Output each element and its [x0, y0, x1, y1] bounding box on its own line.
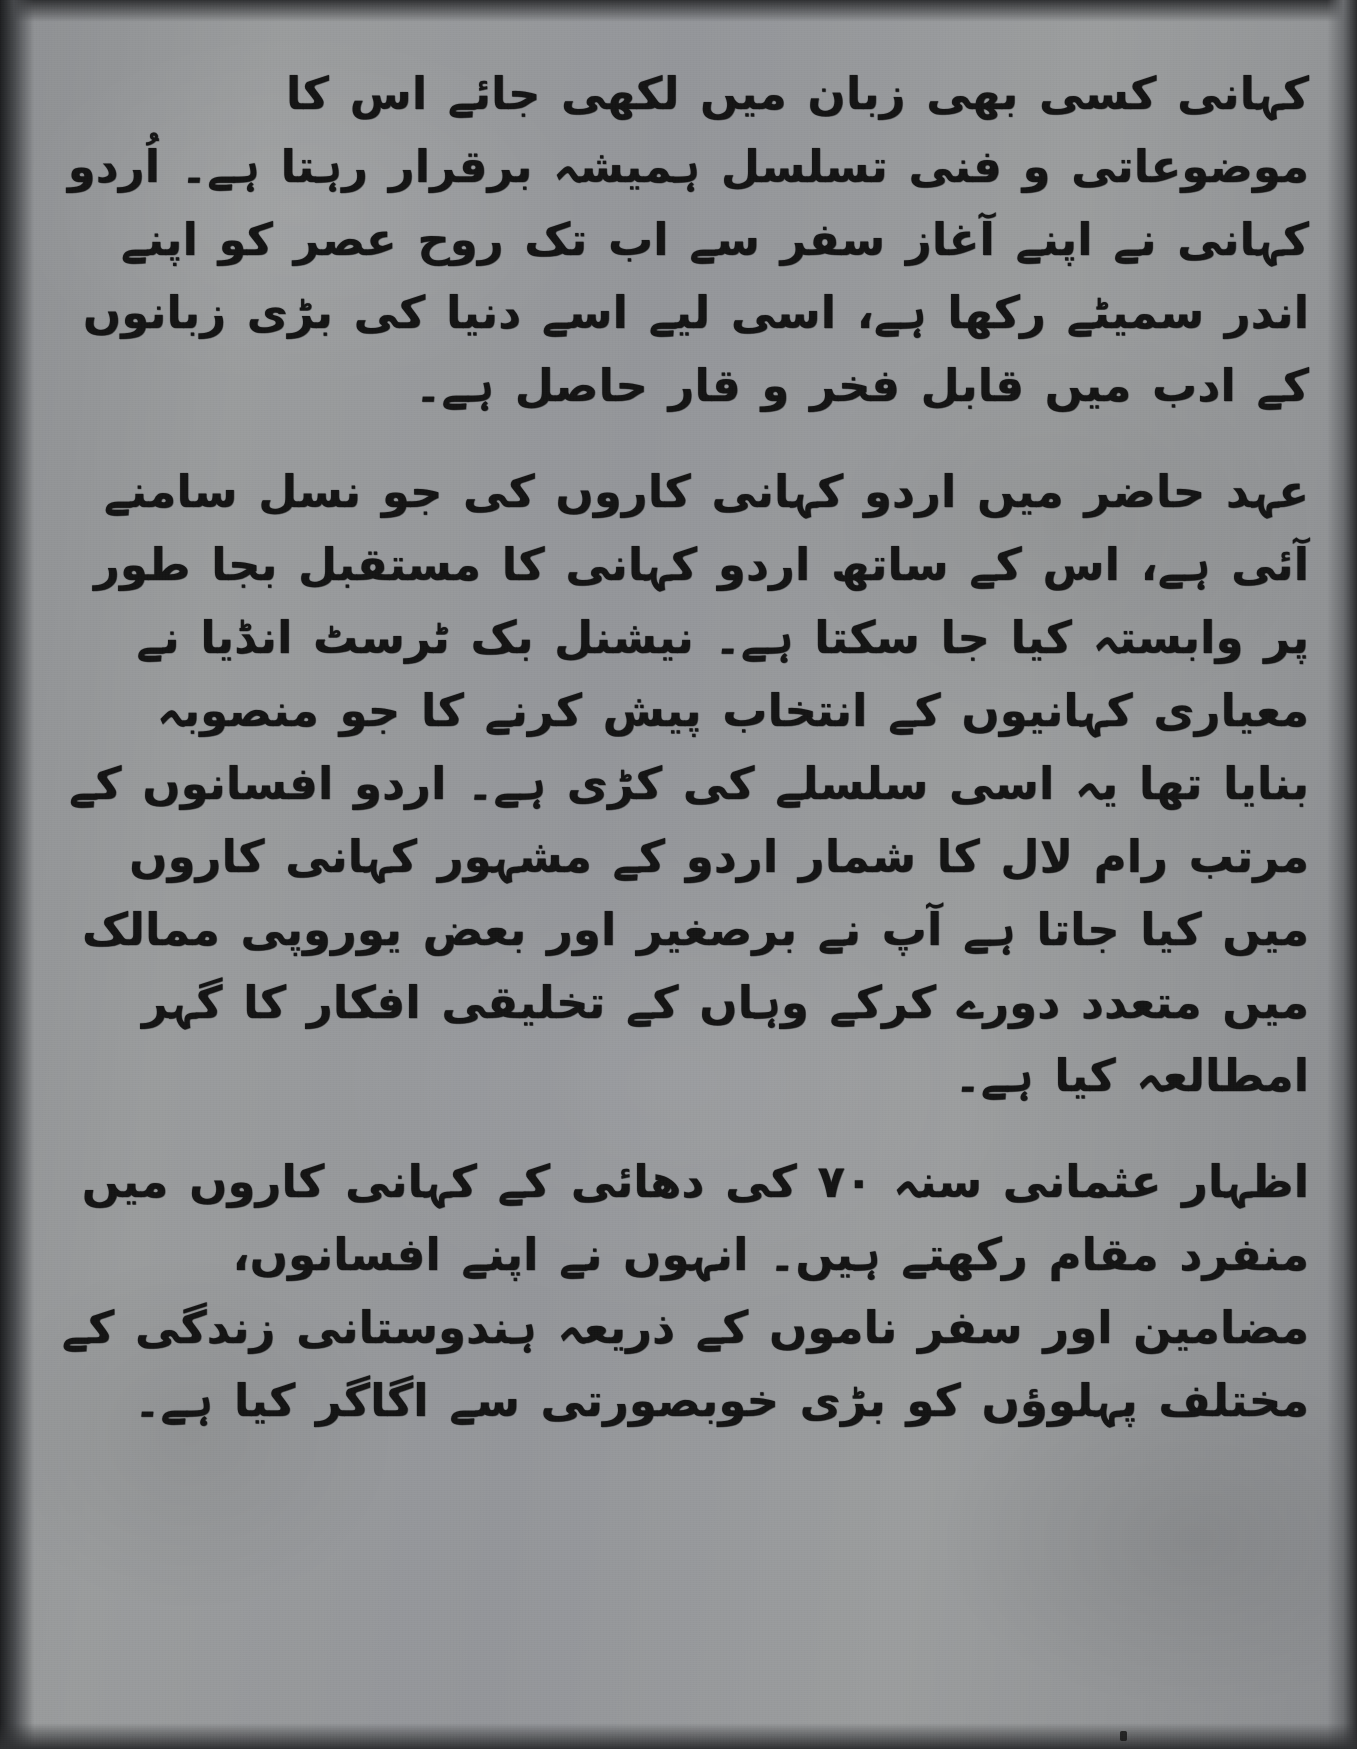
page-edge-left — [0, 0, 34, 1749]
trailing-ink-mark — [1120, 1731, 1127, 1741]
page-edge-right — [1327, 0, 1357, 1749]
paragraph-2: عہد حاضر میں اردو کہانی کاروں کی جو نسل سامنے آئی ہے، اس کے ساتھ اردو کہانی کا مستقبل بجا طور پر وابستہ کیا جا سکتا ہے۔ نیشنل بک ٹرسٹ انڈیا نے معیاری کہانیوں کے انتخاب پیش کرنے کا جو منصوبہ بنایا تھا یہ اسی سلسلے کی کڑی ہے۔ اردو افسانوں کے مرتب رام لال کا شمار اردو کے مشہور کہانی کاروں میں کیا جاتا ہے آپ نے برصغیر اور بعض یوروپی ممالک میں متعدد دورے کرکے وہاں کے تخلیقی افکار کا گہر امطالعہ کیا ہے۔ — [69, 465, 1309, 1102]
paragraph-1: کہانی کسی بھی زبان میں لکھی جائے اس کا موضوعاتی و فنی تسلسل ہمیشہ برقرار رہتا ہے۔ اُردو کہانی نے اپنے آغاز سفر سے اب تک روح عصر کو اپنے اندر سمیٹے رکھا ہے، اسی لیے اسے دنیا کی بڑی زبانوں کے ادب میں قابل فخر و قار حاصل ہے۔ — [67, 67, 1309, 412]
page-edge-bottom — [0, 1723, 1357, 1749]
page-text-body — [52, 58, 1309, 1709]
paragraph-3: اظہار عثمانی سنہ ۷۰ کی دھائی کے کہانی کاروں میں منفرد مقام رکھتے ہیں۔ انہوں نے اپنے افسانوں، مضامین اور سفر ناموں کے ذریعہ ہندوستانی زندگی کے مختلف پہلوؤں کو بڑی خوبصورتی سے اگاگر کیا ہے۔ — [61, 1155, 1309, 1428]
page-edge-top — [0, 0, 1357, 22]
